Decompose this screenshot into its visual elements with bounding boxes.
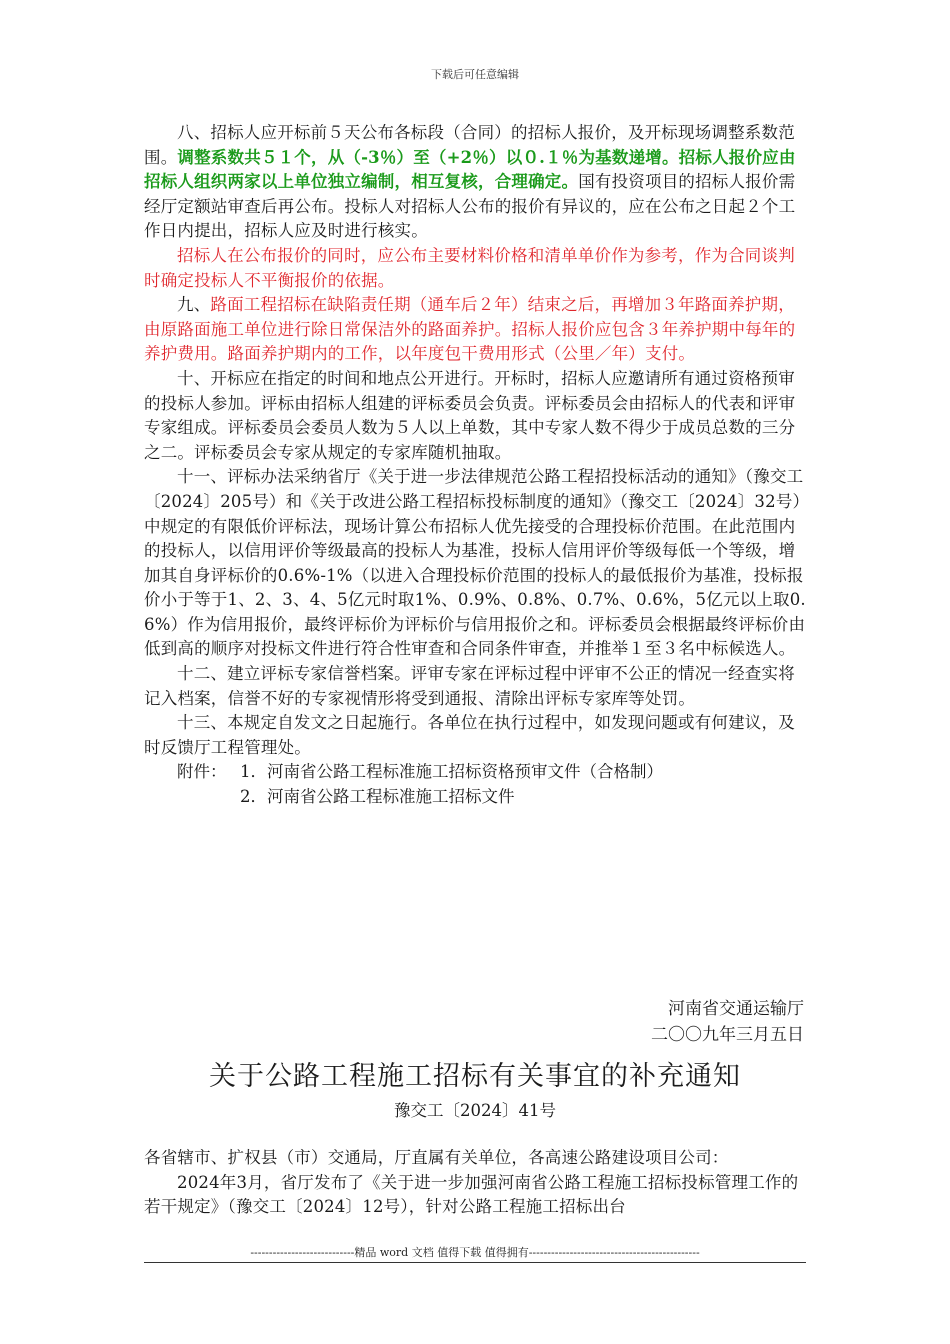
notice-title: 关于公路工程施工招标有关事宜的补充通知	[209, 1061, 741, 1092]
signature-org: 河南省交通运输厅	[668, 999, 804, 1019]
notice-doc-number: 豫交工〔2024〕41号	[394, 1101, 556, 1120]
attachment-line-1	[144, 760, 810, 785]
paragraph-section-9	[144, 293, 810, 367]
document-body	[144, 121, 810, 810]
notice-paragraph-1: 2024年3月，省厅发布了《关于进一步加强河南省公路工程施工招标投标管理工作的若干规定》（豫交工〔2024〕12号），针对公路工程施工招标出台	[144, 1172, 799, 1217]
notice-salutation: 各省辖市、扩权县（市）交通局，厅直属有关单位，各高速公路建设项目公司：	[144, 1148, 729, 1167]
section-8-highlight-green: 调整系数共５１个，从（-3％）至（+2％）以０.１％为基数递增。招标人报价应由招标人组织两家以上单位独立编制，相互复核，合理确定。	[144, 147, 796, 192]
section-9-highlight-red: 路面工程招标在缺陷责任期（通车后２年）结束之后，再增加３年路面养护期，由原路面施工单位进行除日常保洁外的路面养护。招标人报价应包含３年养护期中每年的养护费用。路面养护期内的工作，以年度包干费用形式（公里／年）支付。	[144, 295, 796, 364]
paragraph-section-13: 十三、本规定自发文之日起施行。各单位在执行过程中，如发现问题或有何建议，及时反馈厅工程管理处。	[144, 713, 795, 757]
attachment-item-1: 1．河南省公路工程标准施工招标资格预审文件（合格制）	[240, 762, 663, 782]
section-8-text-a: 八、招标人应开标前５天公布各标段（合同）的招标人报价，及开标现场调整系数范围。	[144, 123, 795, 167]
signature-date: 二〇〇九年三月五日	[651, 1025, 804, 1045]
paragraph-section-12: 十二、建立评标专家信誉档案。评审专家在评标过程中评审不公正的情况一经查实将记入档案，信誉不好的专家视情形将受到通报、清除出评标专家库等处罚。	[144, 664, 795, 708]
section-8-text-b: 国有投资项目的招标人报价需经厅定额站审查后再公布。投标人对招标人公布的报价有异议的，应在公布之日起２个工作日内提出，招标人应及时进行核实。	[144, 172, 796, 241]
paragraph-section-11: 十一、评标办法采纳省厅《关于进一步法律规范公路工程招投标活动的通知》（豫交工〔2024〕205号）和《关于改进公路工程招标投标制度的通知》（豫交工〔2024〕32号）中规定的有限低价评标法，现场计算公布招标人优先接受的合理投标价范围。在此范围内的投标人，以信用评价等级最高的投标人为基准，投标人信用评价等级每低一个等级，增加其自身评标价的0.6%-1%（以进入合理投标价范围的投标人的最低报价为基准，投标报价小于等于1、2、3、4、5亿元时取1%、0.9%、0.8%、0.7%、0.6%，5亿元以上取0.6%）作为信用报价，最终评标价为评标价与信用报价之和。评标委员会根据最终评标价由低到高的顺序对投标文件进行符合性审查和合同条件审查，并推举１至３名中标候选人。	[144, 467, 810, 659]
page-header: 下载后可任意编辑	[431, 68, 519, 81]
attachment-item-2: 2．河南省公路工程标准施工招标文件	[240, 787, 515, 807]
paragraph-section-10: 十、开标应在指定的时间和地点公开进行。开标时，招标人应邀请所有通过资格预审的投标人参加。评标由招标人组建的评标委员会负责。评标委员会由招标人的代表和评审专家组成。评标委员会委员人数为５人以上单数，其中专家人数不得少于成员总数的三分之二。评标委员会专家从规定的专家库随机抽取。	[144, 368, 796, 462]
footer-divider	[144, 1262, 806, 1263]
paragraph-section-8-note: 招标人在公布报价的同时，应公布主要材料价格和清单单价作为参考，作为合同谈判时确定投标人不平衡报价的依据。	[144, 245, 795, 290]
section-9-prefix: 九、	[177, 295, 211, 315]
paragraph-section-8	[144, 121, 810, 244]
notice-body	[144, 1146, 810, 1220]
attachment-label: 附件：	[177, 762, 227, 782]
page-footer: ----------------------------精品 word 文档 值得下载 值得拥有----------------------------------------------	[250, 1246, 700, 1259]
